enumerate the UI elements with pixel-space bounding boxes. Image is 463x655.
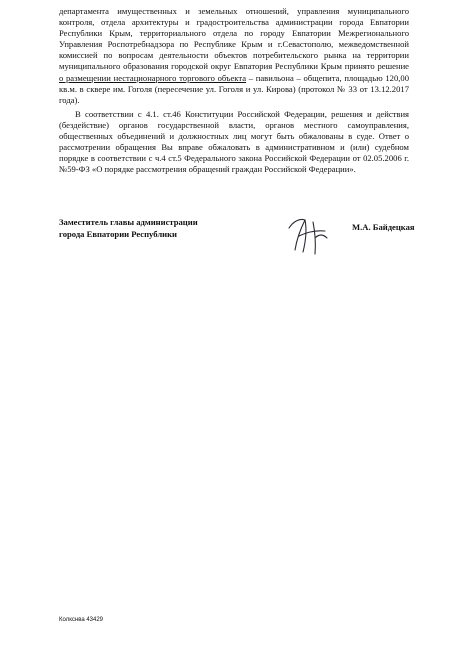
decision-text-start: департамента имущественных и земельных отношений, управления муниципального контроля, отдела архитектуры и градостроительства администрации города Евпатории Республики Крым, территориального отдела по городу Евпатории Межрегионального Управления Роспотребнадзора по Республике Крым и г.Севастополю, межведомственной комиссией по вопросам деятельности объектов потребительского рынка на территории муниципального образования городской округ Евпатория Республики Крым принято решение [59,6,409,72]
decision-underlined-text: о размещении нестационарного торгового объекта [59,72,247,83]
signatory-name: М.А. Байдецкая [352,222,415,232]
paragraph-decision [59,6,409,106]
executor-note: Колкснва 43429 [59,617,104,623]
letter-body [59,6,409,175]
paragraph-appeal-rights: В соответствии с 4.1. ст.46 Конституции Российской Федерации, решения и действия (бездействие) органов государственной власти, органов местного самоуправления, общественных объединений и должностных лиц могут быть обжалованы в суде. Ответ о рассмотрении обращения Вы вправе обжаловать в административном и (или) судебном порядке в соответствии с ч.4 ст.5 Федерального закона Российской Федерации от 02.05.2006 г. №59-ФЗ «О порядке рассмотрения обращений граждан Российской Федерации». [59,108,409,175]
signatory-title [59,217,198,240]
handwritten-signature [285,208,333,258]
signatory-title-line1: Заместитель главы администрации [59,217,198,227]
signatory-title-line2: города Евпатории Республики [59,228,178,239]
decision-text-end: – павильона – общепита, площадью 120,00 кв.м. в сквере им. Гоголя (пересечение ул. Гоголя и ул. Кирова) (протокол № 33 от 13.12.2017 года). [59,72,409,105]
